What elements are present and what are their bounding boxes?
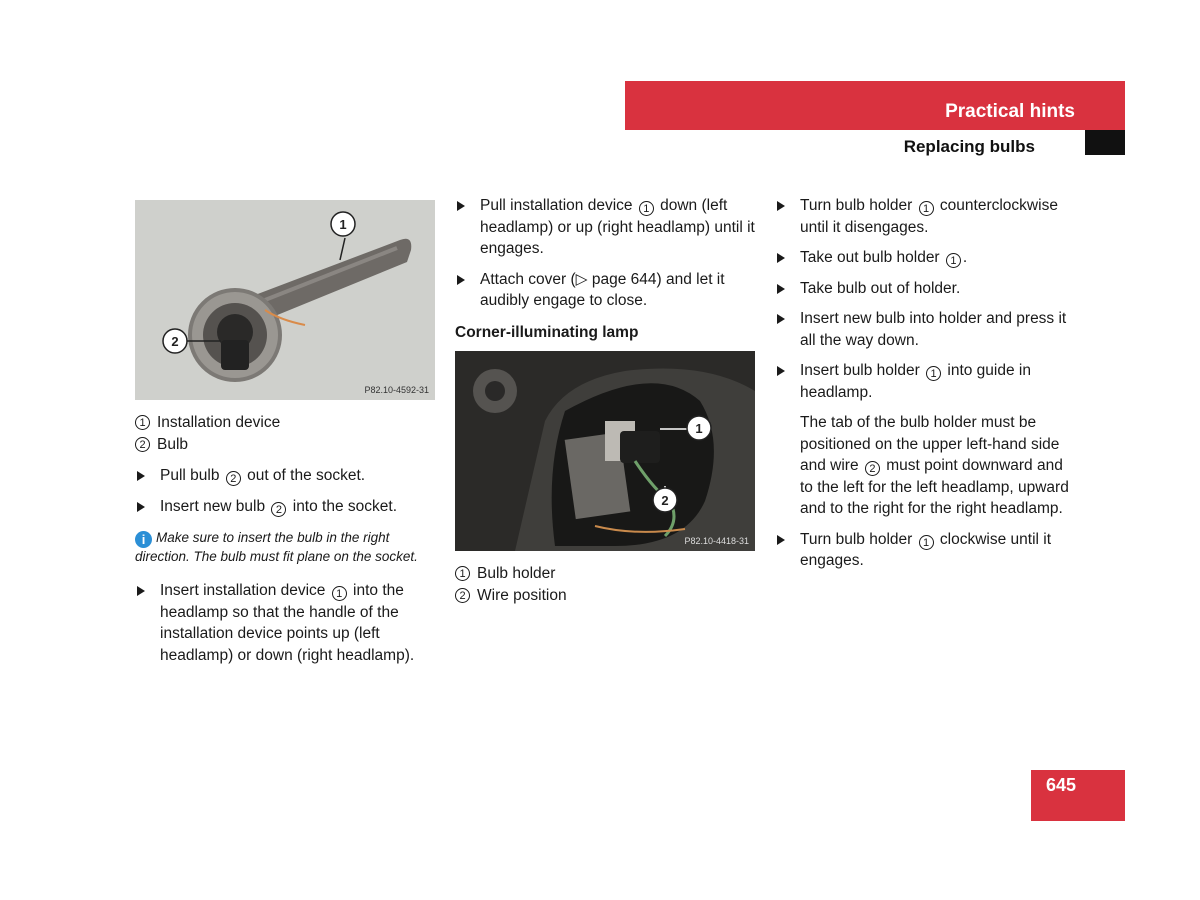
step-take-bulb-out: Take bulb out of holder. [775,278,1075,300]
bullet-arrow-icon [777,535,785,545]
callout-number: 1 [135,415,150,430]
column-2 [455,195,755,606]
note-text: Make sure to insert the bulb in the right direction. The bulb must fit plane on the socket. [135,530,418,564]
page-number: 645 [1045,775,1077,795]
svg-text:1: 1 [695,421,703,436]
bullet-arrow-icon [457,201,465,211]
section-title: Practical hints [945,101,1075,122]
figure-legend [455,563,755,606]
bullet-arrow-icon [137,471,145,481]
column-1 [135,200,435,675]
step-pull-device: Pull installation device 1 down (left headlamp) or up (right headlamp) until it engages. [455,195,755,260]
svg-text:1: 1 [339,217,347,232]
callout-number: 2 [226,471,241,486]
svg-text:2: 2 [661,493,669,508]
positioning-paragraph: The tab of the bulb holder must be positioned on the upper left-hand side and wire 2 must point downward and to the left for the left headlamp, upward and to the right for the right headlamp. [800,414,1069,517]
info-note [135,529,435,566]
installation-device-figure [135,200,435,400]
callout-number: 1 [926,366,941,381]
legend-text: Wire position [477,586,567,604]
installation-device-image [135,200,435,400]
step-insert-new-bulb: Insert new bulb into holder and press it all the way down. [775,308,1075,351]
step-take-out-holder: Take out bulb holder 1 . [775,247,1075,269]
step-turn-cw: Turn bulb holder 1 clockwise until it engages. [775,529,1075,572]
column-3 [775,195,1075,581]
legend-item [455,563,755,585]
step-insert-bulb: Insert new bulb 2 into the socket. [135,496,435,518]
corner-lamp-figure [455,351,755,551]
figure-code: P82.10-4592-31 [364,385,429,395]
legend-item [135,412,435,434]
callout-number: 1 [919,201,934,216]
step-turn-ccw: Turn bulb holder 1 counterclockwise until it disengages. [775,195,1075,238]
bullet-arrow-icon [777,366,785,376]
corner-lamp-image [455,351,755,551]
callout-number: 2 [271,502,286,517]
figure-legend [135,412,435,455]
step-insert-device: Insert installation device 1 into the headlamp so that the handle of the installation device points up (left headlamp) or down (right headlamp). [135,580,435,666]
step-insert-holder: Insert bulb holder 1 into guide in headlamp. [775,360,1075,403]
legend-text: Bulb [157,435,189,453]
step-pull-bulb: Pull bulb 2 out of the socket. [135,465,435,487]
legend-item [455,585,755,607]
callout-number: 1 [946,253,961,268]
callout-number: 1 [919,535,934,550]
header-marker [1085,130,1125,155]
callout-number: 2 [865,461,880,476]
info-icon: i [135,531,152,548]
subsection-title: Replacing bulbs [903,137,1035,156]
bullet-arrow-icon [457,275,465,285]
bullet-arrow-icon [777,253,785,263]
callout-number: 1 [332,586,347,601]
figure-code: P82.10-4418-31 [684,536,749,546]
legend-text: Bulb holder [477,565,556,582]
callout-number: 2 [455,588,470,603]
bullet-arrow-icon [777,314,785,324]
step-attach-cover: Attach cover (▷ page 644) and let it audibly engage to close. [455,269,755,312]
callout-number: 1 [455,566,470,581]
bullet-arrow-icon [137,502,145,512]
subheading: Corner-illuminating lamp [455,323,639,341]
callout-number: 1 [639,201,654,216]
legend-item [135,434,435,456]
bullet-arrow-icon [777,201,785,211]
bullet-arrow-icon [137,586,145,596]
bullet-arrow-icon [777,284,785,294]
svg-text:2: 2 [171,334,179,349]
callout-number: 2 [135,437,150,452]
legend-text: Installation device [157,414,281,431]
